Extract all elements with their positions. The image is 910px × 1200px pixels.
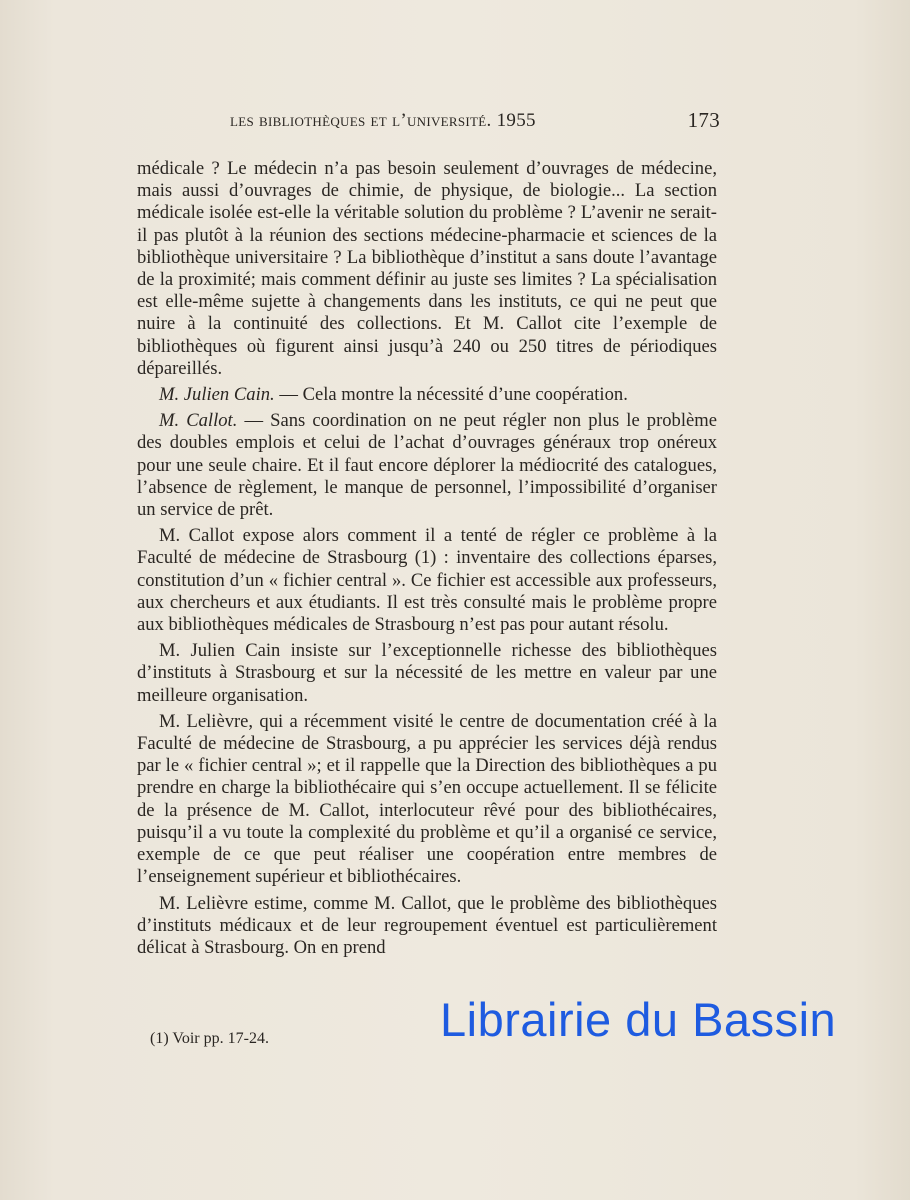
paragraph [137, 410, 717, 521]
paragraph: M. Julien Cain insiste sur l’exceptionnelle richesse des bibliothèques d’instituts à Strasbourg et sur la nécessité de les mettre en valeur par une meilleure organisation. [137, 640, 717, 706]
paragraph: médicale ? Le médecin n’a pas besoin seulement d’ouvrages de médecine, mais aussi d’ouvrages de chimie, de physique, de biologie... La section médicale isolée est-elle la véritable solution du problème ? L’avenir ne serait-il pas plutôt à la réunion des sections médecine-pharmacie et sciences de la bibliothèque universitaire ? La bibliothèque d’institut a sans doute l’avantage de la proximité; mais comment définir au juste ses limites ? La spécialisation est elle-même sujette à changements dans les instituts, ce qui ne peut que nuire à la continuité des collections. Et M. Callot cite l’exemple de bibliothèques où figurent ainsi jusqu’à 240 ou 250 titres de périodiques dépareillés. [137, 158, 717, 379]
page-header [230, 110, 720, 132]
body-text [137, 158, 717, 963]
paragraph: M. Lelièvre estime, comme M. Callot, que le problème des bibliothèques d’instituts médicaux et de leur regroupement éventuel est particulièrement délicat à Strasbourg. On en prend [137, 892, 717, 958]
speaker-name: M. Julien Cain. [159, 384, 275, 406]
paragraph: M. Lelièvre, qui a récemment visité le centre de documentation créé à la Faculté de médecine de Strasbourg, a pu apprécier les services déjà rendus par le « fichier central »; et il rappelle que la Direction des bibliothèques a pu prendre en charge la bibliothécaire qui s’en occupe actuellement. Il se félicite de la présence de M. Callot, interlocuteur rêvé pour des bibliothécaires, puisqu’il a vu toute la complexité du problème et qu’il a organisé ce service, exemple de ce que peut réaliser une coopération entre membres de l’enseignement supérieur et bibliothécaires. [137, 710, 717, 888]
speech-text: — Cela montre la nécessité d’une coopération. [274, 384, 628, 406]
page-number: 173 [687, 108, 720, 132]
paragraph: M. Callot expose alors comment il a tenté de régler ce problème à la Faculté de médecine de Strasbourg (1) : inventaire des collections éparses, constitution d’un « fichier central ». Ce fichier est accessible aux professeurs, aux chercheurs et aux étudiants. Il est très consulté mais le problème propre aux bibliothèques médicales de Strasbourg n’est pas pour autant résolu. [137, 525, 717, 636]
footnote: (1) Voir pp. 17-24. [150, 1030, 269, 1047]
running-title: les bibliothèques et l’université. 1955 [230, 110, 536, 131]
speaker-name: M. Callot. [159, 410, 238, 432]
paragraph [137, 384, 717, 406]
watermark: Librairie du Bassin [440, 993, 837, 1046]
speech-text: — Sans coordination on ne peut régler non plus le problème des doubles emplois et celui de l’achat d’ouvrages généraux trop onéreux pour une seule chaire. Et il faut encore déplorer la médiocrité des catalogues, l’absence de règlement, le manque de personnel, l’impossibilité d’organiser un service de prêt. [137, 410, 717, 521]
